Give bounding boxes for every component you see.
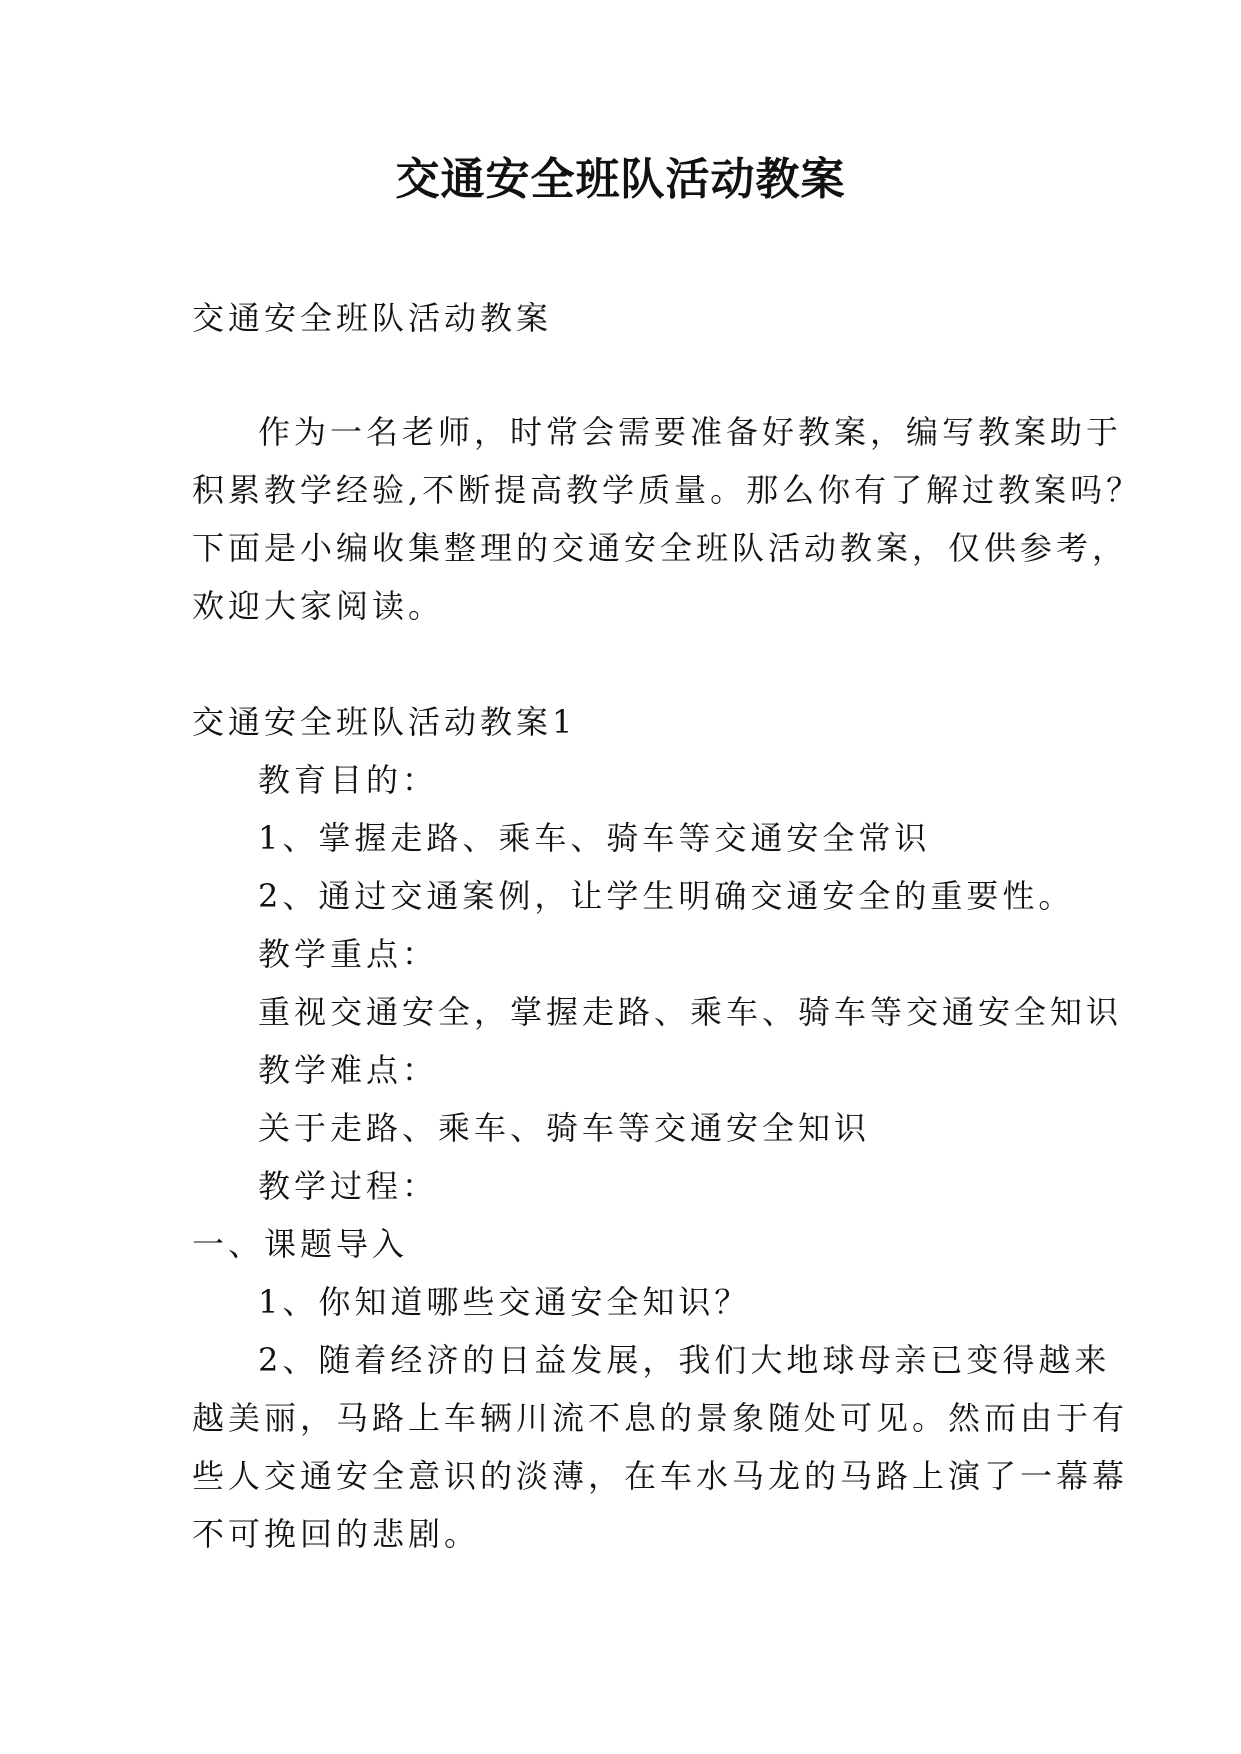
body-line-11: 2、随着经济的日益发展，我们大地球母亲已变得越来	[258, 1341, 1111, 1379]
intro-line-4: 欢迎大家阅读。	[192, 587, 445, 625]
body-line-9: 一、课题导入	[192, 1225, 409, 1263]
body-line-4: 教学重点：	[258, 935, 439, 973]
intro-line-3: 下面是小编收集整理的交通安全班队活动教案，仅供参考，	[192, 529, 1129, 567]
body-line-10: 1、你知道哪些交通安全知识？	[258, 1283, 751, 1321]
body-line-8: 教学过程：	[258, 1167, 439, 1205]
body-line-2: 1、掌握走路、乘车、骑车等交通安全常识	[258, 819, 931, 857]
body-line-14: 不可挽回的悲剧。	[192, 1515, 481, 1553]
section-heading: 交通安全班队活动教案1	[192, 703, 577, 741]
body-line-12: 越美丽，马路上车辆川流不息的景象随处可见。然而由于有	[192, 1399, 1129, 1437]
body-line-1: 教育目的：	[258, 761, 439, 799]
body-line-13: 些人交通安全意识的淡薄，在车水马龙的马路上演了一幕幕	[192, 1457, 1129, 1495]
intro-line-2: 积累教学经验,不断提高教学质量。那么你有了解过教案吗？	[192, 471, 1143, 509]
body-line-6: 教学难点：	[258, 1051, 439, 1089]
document-subtitle: 交通安全班队活动教案	[192, 299, 553, 337]
body-line-3: 2、通过交通案例，让学生明确交通安全的重要性。	[258, 877, 1075, 915]
intro-line-1: 作为一名老师，时常会需要准备好教案，编写教案助于	[258, 413, 1123, 451]
body-line-7: 关于走路、乘车、骑车等交通安全知识	[258, 1109, 871, 1147]
document-title: 交通安全班队活动教案	[395, 154, 846, 205]
body-line-5: 重视交通安全，掌握走路、乘车、骑车等交通安全知识	[258, 993, 1123, 1031]
